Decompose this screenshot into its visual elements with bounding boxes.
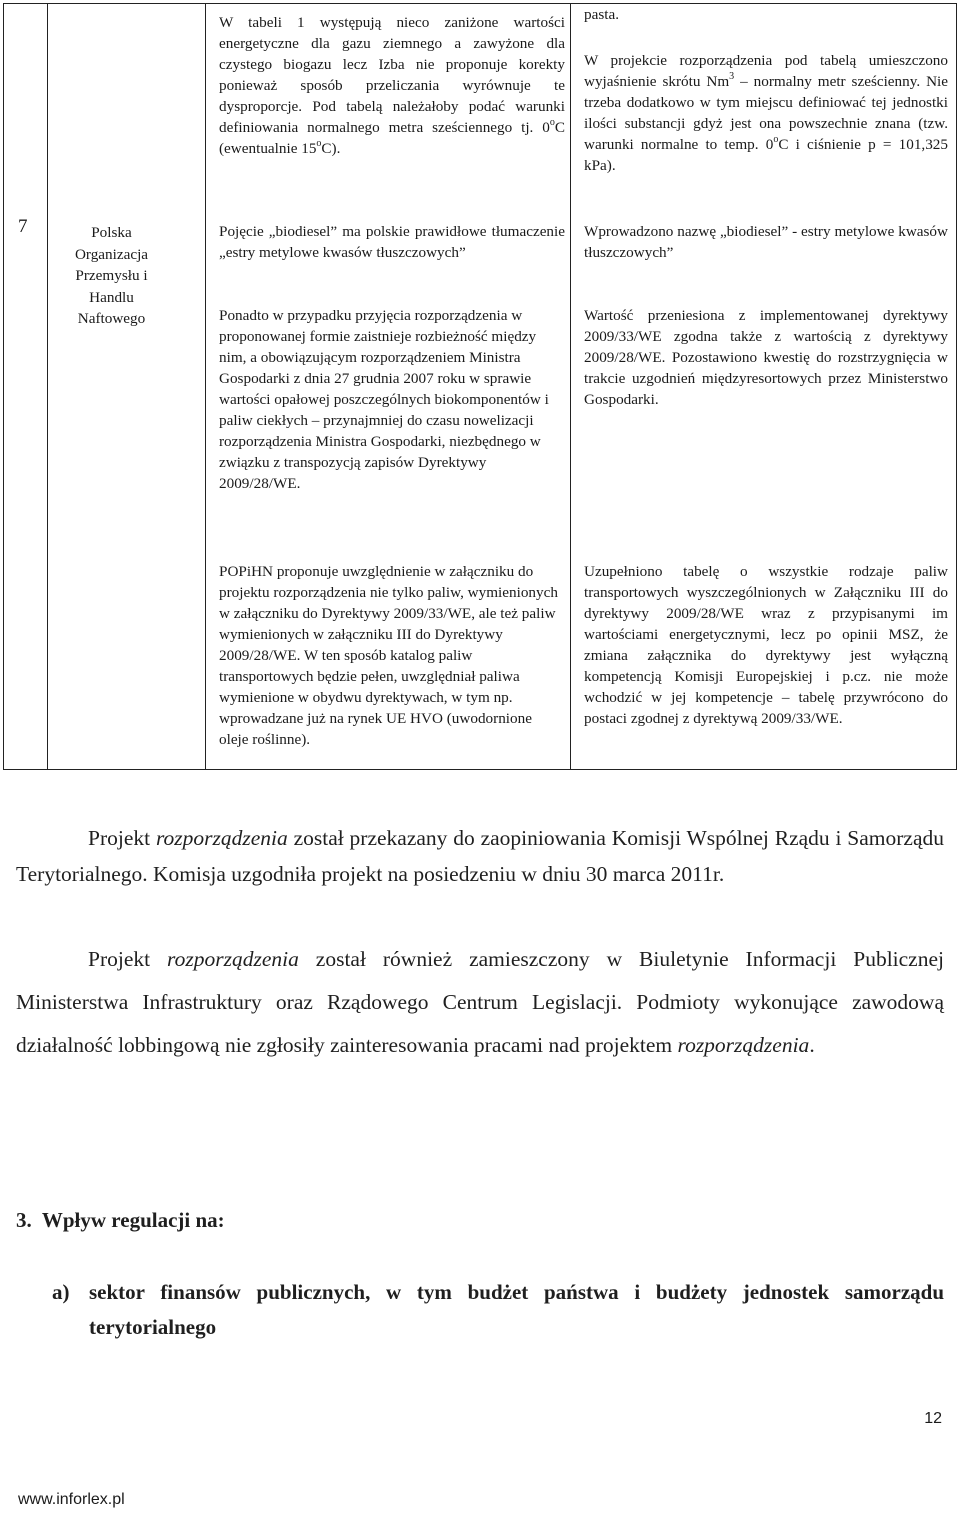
column-divider xyxy=(570,4,571,769)
paragraph-publication: Projekt rozporządzenia został również zamieszczony w Biuletynie Informacji Publicznej Ministerstwa Infrastruktury oraz Rządowego Centrum Legislacji. Podmioty wykonujące zawodową działalność lobbingową nie zgłosiły zainteresowania pracami nad projektem rozporządzenia. xyxy=(16,947,944,1057)
footer-url: www.inforlex.pl xyxy=(18,1491,125,1508)
subsection-title: sektor finansów publicznych, w tym budżet państwa i budżety jednostek samorządu terytorialnego xyxy=(89,1280,944,1339)
remark-block-4: POPiHN proponuje uwzględnienie w załączniku do projektu rozporządzenia nie tylko paliw, wymienionych w załączniku do Dyrektywy 2009/33/WE, ale też paliw wymienionych w załączniku III do Dyrektywy 2009/28/WE. W ten sposób katalog paliw transportowych będzie pełen, uwzględniał paliwa wymienione w obydwu dyrektywach, w tym np. wprowadzane już na rynek UE HVO (uwodornione oleje roślinne). xyxy=(219,563,558,748)
subsection-letter: a) xyxy=(52,1280,70,1304)
subsection-heading xyxy=(52,1275,944,1345)
page-number: 12 xyxy=(924,1410,942,1427)
response-block-1: W projekcie rozporządzenia pod tabelą umieszczono wyjaśnienie skrótu Nm$^3$ – normalny metr sześcienny. Nie trzeba dodatkowo w tym miejscu definiować tej jednostki ilości substancji gdyż jest ona powszechnie znana (tzw. warunki normalne to temp. 0$^o$C i ciśnienie p = 101,325 kPa). xyxy=(584,52,949,174)
comments-table xyxy=(3,3,957,770)
section-heading: 3. Wpływ regulacji na: xyxy=(16,1208,225,1232)
remark-block-1: W tabeli 1 występują nieco zaniżone wartości energetyczne dla gazu ziemnego a zawyżone dla czystego biogazu lecz Izba nie proponuje korekty ponieważ sposób przeliczania wyrównuje te dysproporcje. Pod tabelą należałoby podać warunki definiowania normalnego metra sześciennego tj. 0$^o$C (ewentualnie 15$^o$C). xyxy=(219,14,565,157)
column-divider xyxy=(205,4,206,769)
paragraph-consultation: Projekt rozporządzenia został przekazany do zaopiniowania Komisji Wspólnej Rządu i Samorządu Terytorialnego. Komisja uzgodniła projekt na posiedzeniu w dniu 30 marca 2011r. xyxy=(16,826,944,886)
response-block-3: Wartość przeniesiona z implementowanej dyrektywy 2009/33/WE zgodna także z wartością z dyrektywy 2009/28/WE. Pozostawiono kwestię do rozstrzygnięcia w trakcie uzgodnień międzyresortowych przez Ministerstwo Gospodarki. xyxy=(584,307,948,408)
column-divider xyxy=(47,4,48,769)
remark-block-2: Pojęcie „biodiesel” ma polskie prawidłowe tłumaczenie „estry metylowe kwasów tłuszczowych” xyxy=(219,223,565,261)
remark-block-3: Ponadto w przypadku przyjęcia rozporządzenia w proponowanej formie zaistnieje rozbieżność między nim, a obowiązującym rozporządzeniem Ministra Gospodarki z dnia 27 grudnia 2007 roku w sprawie wartości opałowej poszczególnych biokomponentów i paliw ciekłych – przynajmniej do czasu nowelizacji rozporządzenia Ministra Gospodarki, niezbędnego w związku z transpozycją zapisów Dyrektywy 2009/28/WE. xyxy=(219,307,549,492)
response-block-2: Wprowadzono nazwę „biodiesel” - estry metylowe kwasów tłuszczowych” xyxy=(584,223,948,261)
response-top: pasta. xyxy=(584,6,620,23)
row-number: 7 xyxy=(18,216,28,237)
response-block-4: Uzupełniono tabelę o wszystkie rodzaje paliw transportowych wyszczególnionych w Załączniku III do dyrektywy 2009/28/WE wraz z przypisanymi im wartościami energetycznymi, lecz po opinii MSZ, że zmiana załącznika do dyrektywy jest wyłączną kompetencją Komisji Europejskiej i p.cz. nie może wchodzić w jej kompetencje – tabelę przywrócono do postaci zgodnej z dyrektywą 2009/33/WE. xyxy=(584,563,948,727)
organization-name: Polska Organizacja Przemysłu i Handlu Naftowego xyxy=(74,224,149,327)
